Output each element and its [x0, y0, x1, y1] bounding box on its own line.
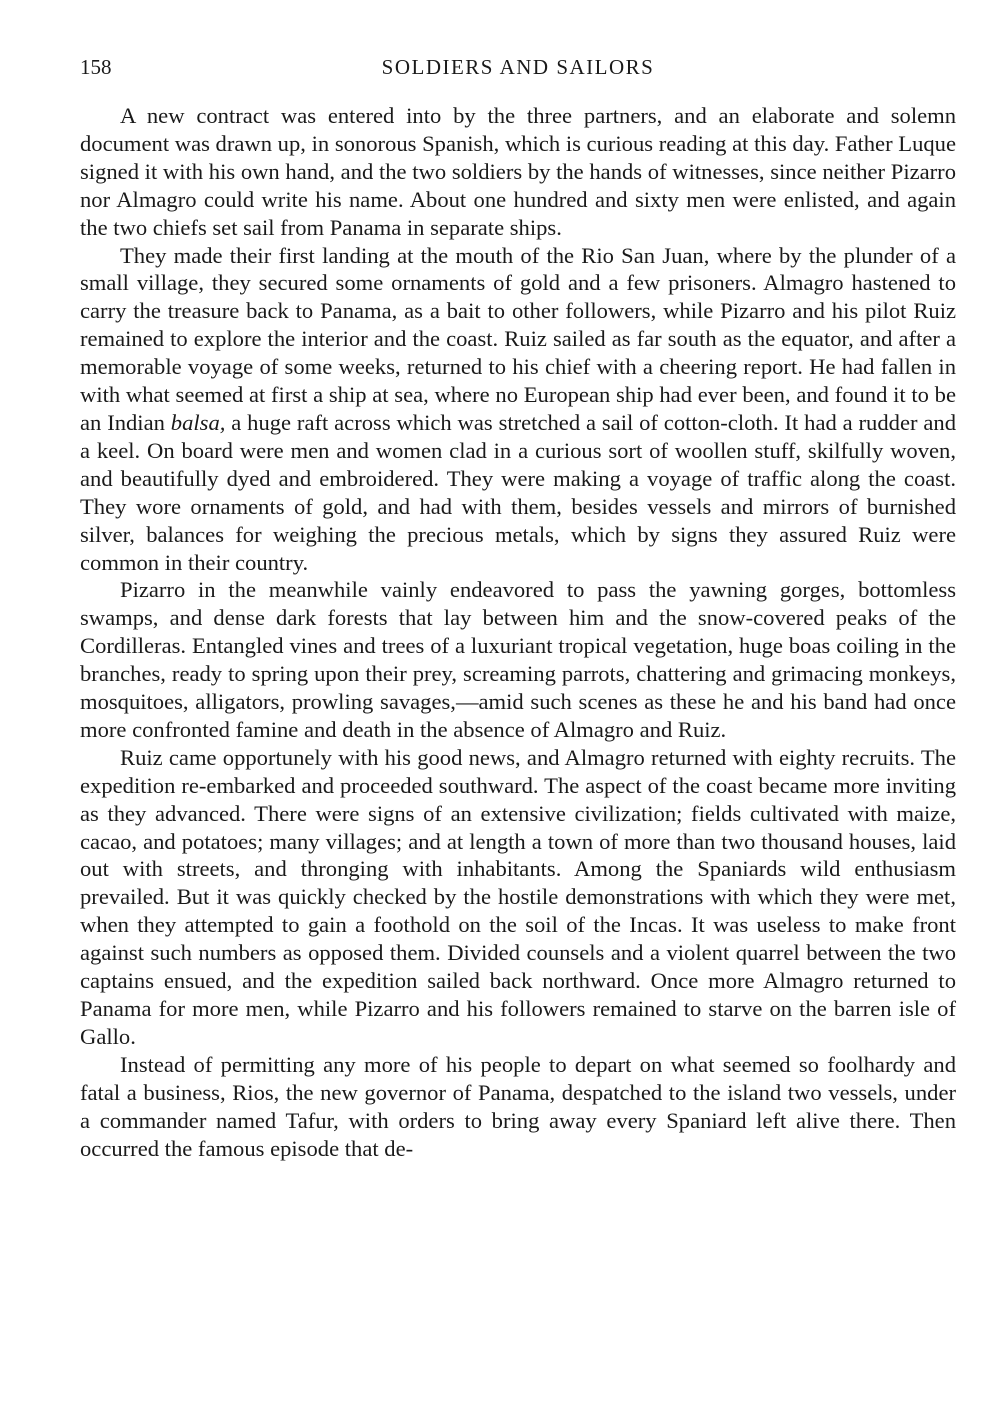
page-number: 158 [80, 55, 112, 79]
paragraph-text: a huge raft across which was stretched a sail of cotton-cloth. It had a rudder and a keel. On board were men and women clad in a curious sort of woollen stuff, skilfully woven, and beautifully dyed and embroidered. They were making a voyage of traffic along the coast. They wore ornaments of gold, and had with them, besides vessels and mirrors of burnished silver, balances for weighing the precious metals, which by signs they assured Ruiz were common in their country. [80, 409, 956, 575]
running-head [80, 52, 956, 86]
running-title: SOLDIERS AND SAILORS [381, 55, 655, 79]
paragraph-new-contract: A new contract was entered into by the three partners, and an elaborate and solemn document was drawn up, in sonorous Spanish, which is curious reading at this day. Father Luque signed it with his own hand, and the two soldiers by the hands of witnesses, since neither Pizarro nor Almagro could write his name. About one hundred and sixty men were enlisted, and again the two chiefs set sail from Panama in separate ships. [80, 103, 956, 240]
paragraph-first-landing [80, 242, 956, 577]
paragraph-pizarro-meanwhile: Pizarro in the meanwhile vainly endeavored to pass the yawning gorges, bottomless swamps, and dense dark forests that lay between him and the snow-covered peaks of the Cordilleras. Entangled vines and trees of a luxuriant tropical vegetation, huge boas coiling in the branches, ready to spring upon their prey, screaming parrots, chattering and grimacing monkeys, mosquitoes, alligators, prowling savages,—amid such scenes as these he and his band had once more confronted famine and death in the absence of Almagro and Ruiz. [80, 577, 956, 742]
paragraph-text: They made their first landing at the mouth of the Rio San Juan, where by the plunder of a small village, they secured some ornaments of gold and a few prisoners. Almagro hastened to carry the treasure back to Panama, as a bait to other followers, while Pizarro and his pilot Ruiz remained to explore the interior and the coast. Ruiz sailed as far south as the equator, and after a memorable voyage of some weeks, returned to his chief with a cheering report. He had fallen in with what seemed at first a ship at sea, where no European ship had ever been, and found it to be an Indian [80, 242, 956, 435]
paragraph-ruiz-returns: Ruiz came opportunely with his good news, and Almagro returned with eighty recruits. The expedition re-embarked and proceeded southward. The aspect of the coast became more inviting as they advanced. There were signs of an extensive civilization; fields cultivated with maize, cacao, and potatoes; many villages; and at length a town of more than two thousand houses, laid out with streets, and thronging with inhabitants. Among the Spaniards wild enthusiasm prevailed. But it was quickly checked by the hostile demonstrations with which they were met, when they attempted to gain a foothold on the soil of the Incas. It was useless to make front against such numbers as opposed them. Divided counsels and a violent quarrel between the two captains ensued, and the expedition sailed back northward. Once more Almagro returned to Panama for more men, while Pizarro and his followers remained to starve on the barren isle of Gallo. [80, 744, 956, 1049]
book-page [80, 52, 956, 1162]
body-text [80, 102, 956, 1162]
paragraph-rios-orders: Instead of permitting any more of his people to depart on what seemed so foolhardy and fatal a business, Rios, the new governor of Panama, despatched to the island two vessels, under a commander named Tafur, with orders to bring away every Spaniard left alive there. Then occurred the famous episode that de- [80, 1051, 956, 1161]
italic-term-balsa: balsa, [170, 409, 226, 435]
